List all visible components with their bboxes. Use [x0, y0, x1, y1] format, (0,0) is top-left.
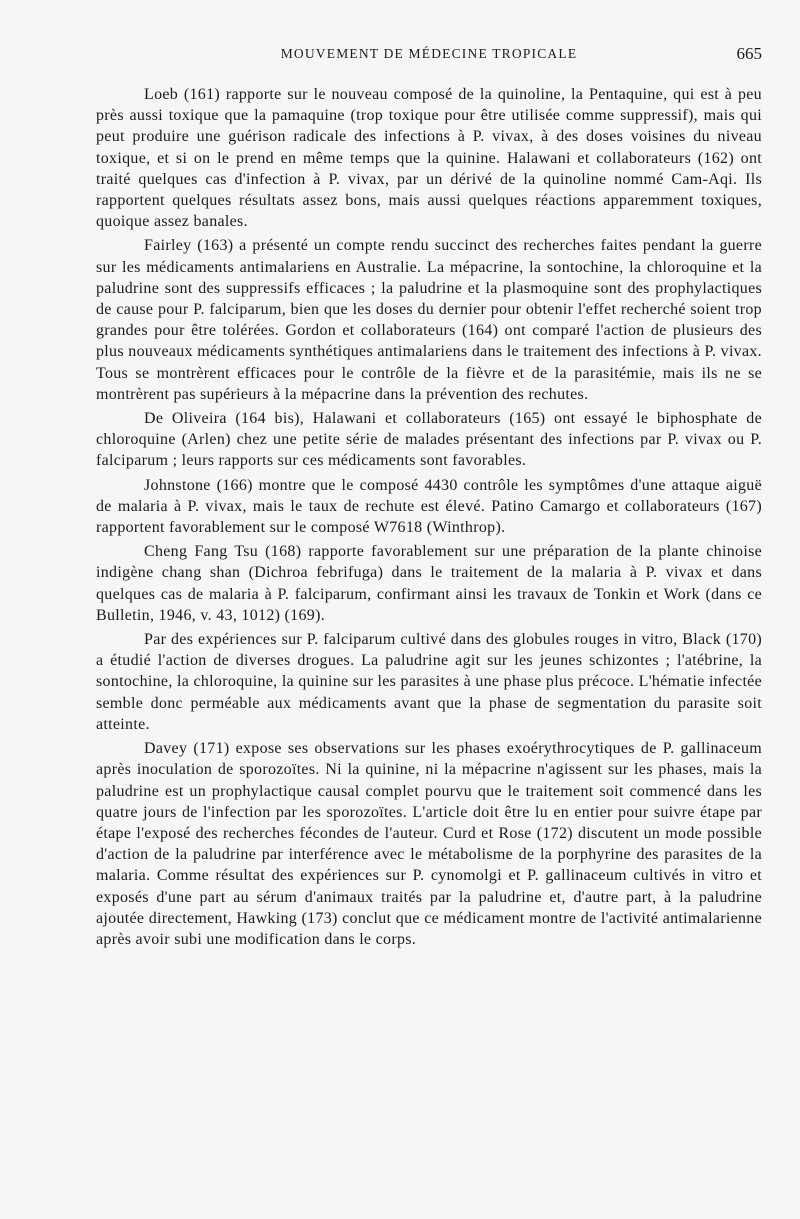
running-head: MOUVEMENT DE MÉDECINE TROPICALE	[280, 46, 578, 61]
paragraph-de-oliveira: De Oliveira (164 bis), Halawani et collaborateurs (165) ont essayé le biphosphate de chloroquine (Arlen) chez une petite série de malades présentant des infections par P. vivax ou P. falciparum ; leurs rapports sur ces médicaments sont favorables.	[96, 410, 762, 470]
paragraph-johnstone: Johnstone (166) montre que le composé 4430 contrôle les symptômes d'une attaque aiguë de malaria à P. vivax, mais le taux de rechute est élevé. Patino Camargo et collaborateurs (167) rapportent favorablement sur le composé W7618 (Winthrop).	[96, 476, 762, 537]
paragraph-davey: Davey (171) expose ses observations sur les phases exoérythrocytiques de P. gallinaceum après inoculation de sporozoïtes. Ni la quinine, ni la mépacrine n'agissent sur les phases, mais la paludrine est un prophylactique causal complet pourvu que le traitement soit commencé dans les quatre jours de l'infection par les sporozoïtes. L'article doit être lu en entier pour suivre étape par étape l'exposé des recherches fécondes de l'auteur. Curd et Rose (172) discutent un mode possible d'action de la paludrine par interférence avec le métabolisme de la porphyrine des parasites de la malaria. Comme résultat des expériences sur P. cynomolgi et P. gallinaceum cultivés in vitro et exposés d'une part au sérum d'animaux traités par la paludrine et, d'autre part, à la paludrine ajoutée directement, Hawking (173) conclut que ce médicament montre de l'activité antimalarienne après avoir subi une modification dans le corps.	[96, 740, 762, 948]
paragraph-fairley: Fairley (163) a présenté un compte rendu succinct des recherches faites pendant la guerre sur les médicaments antimalariens en Australie. La mépacrine, la sontochine, la chloroquine et la paludrine sont des suppressifs efficaces ; la paludrine et la plasmoquine sont des prophylactiques de cause pour P. falciparum, bien que les doses du dernier pour obtenir l'effet recherché soient trop grandes pour être tolérées. Gordon et collaborateurs (164) ont comparé l'action de plusieurs des plus nouveaux médicaments synthétiques antimalariens dans le traitement des infections à P. vivax. Tous se montrèrent efficaces pour le contrôle de la fièvre et de la parasitémie, mais ils ne se montrèrent pas supérieurs à la mépacrine dans la prévention des rechutes.	[96, 237, 762, 403]
paragraph-loeb: Loeb (161) rapporte sur le nouveau composé de la quinoline, la Pentaquine, qui est à peu près aussi toxique que la pamaquine (trop toxique pour être utilisée comme suppressif), mais qui peut produire une guérison radicale des infections à P. vivax, à des doses voisines du niveau toxique, et si on le prend en même temps que la quinine. Halawani et collaborateurs (162) ont traité quelques cas d'infection à P. vivax, par un dérivé de la quinoline nommé Cam-Aqi. Ils rapportent quelques résultats assez bons, mais aussi quelques réactions apparemment toxiques, quoique assez banales.	[96, 86, 762, 231]
body-text	[96, 84, 762, 950]
paragraph-black: Par des expériences sur P. falciparum cultivé dans des globules rouges in vitro, Black (170) a étudié l'action de diverses drogues. La paludrine agit sur les jeunes schizontes ; l'atébrine, la sontochine, la chloroquine, la quinine sur les parasites à une phase plus précoce. L'hématie infectée semble donc perméable aux médicaments avant que la phase de segmentation du parasite soit atteinte.	[96, 631, 762, 733]
page-header	[96, 46, 762, 68]
paragraph-cheng-fang-tsu: Cheng Fang Tsu (168) rapporte favorablement sur une préparation de la plante chinoise indigène chang shan (Dichroa febrifuga) dans le traitement de la malaria à P. vivax et dans quelques cas de malaria à P. falciparum, confirmant ainsi les travaux de Tonkin et Work (dans ce Bulletin, 1946, v. 43, 1012) (169).	[96, 543, 762, 624]
page-number: 665	[736, 44, 762, 63]
